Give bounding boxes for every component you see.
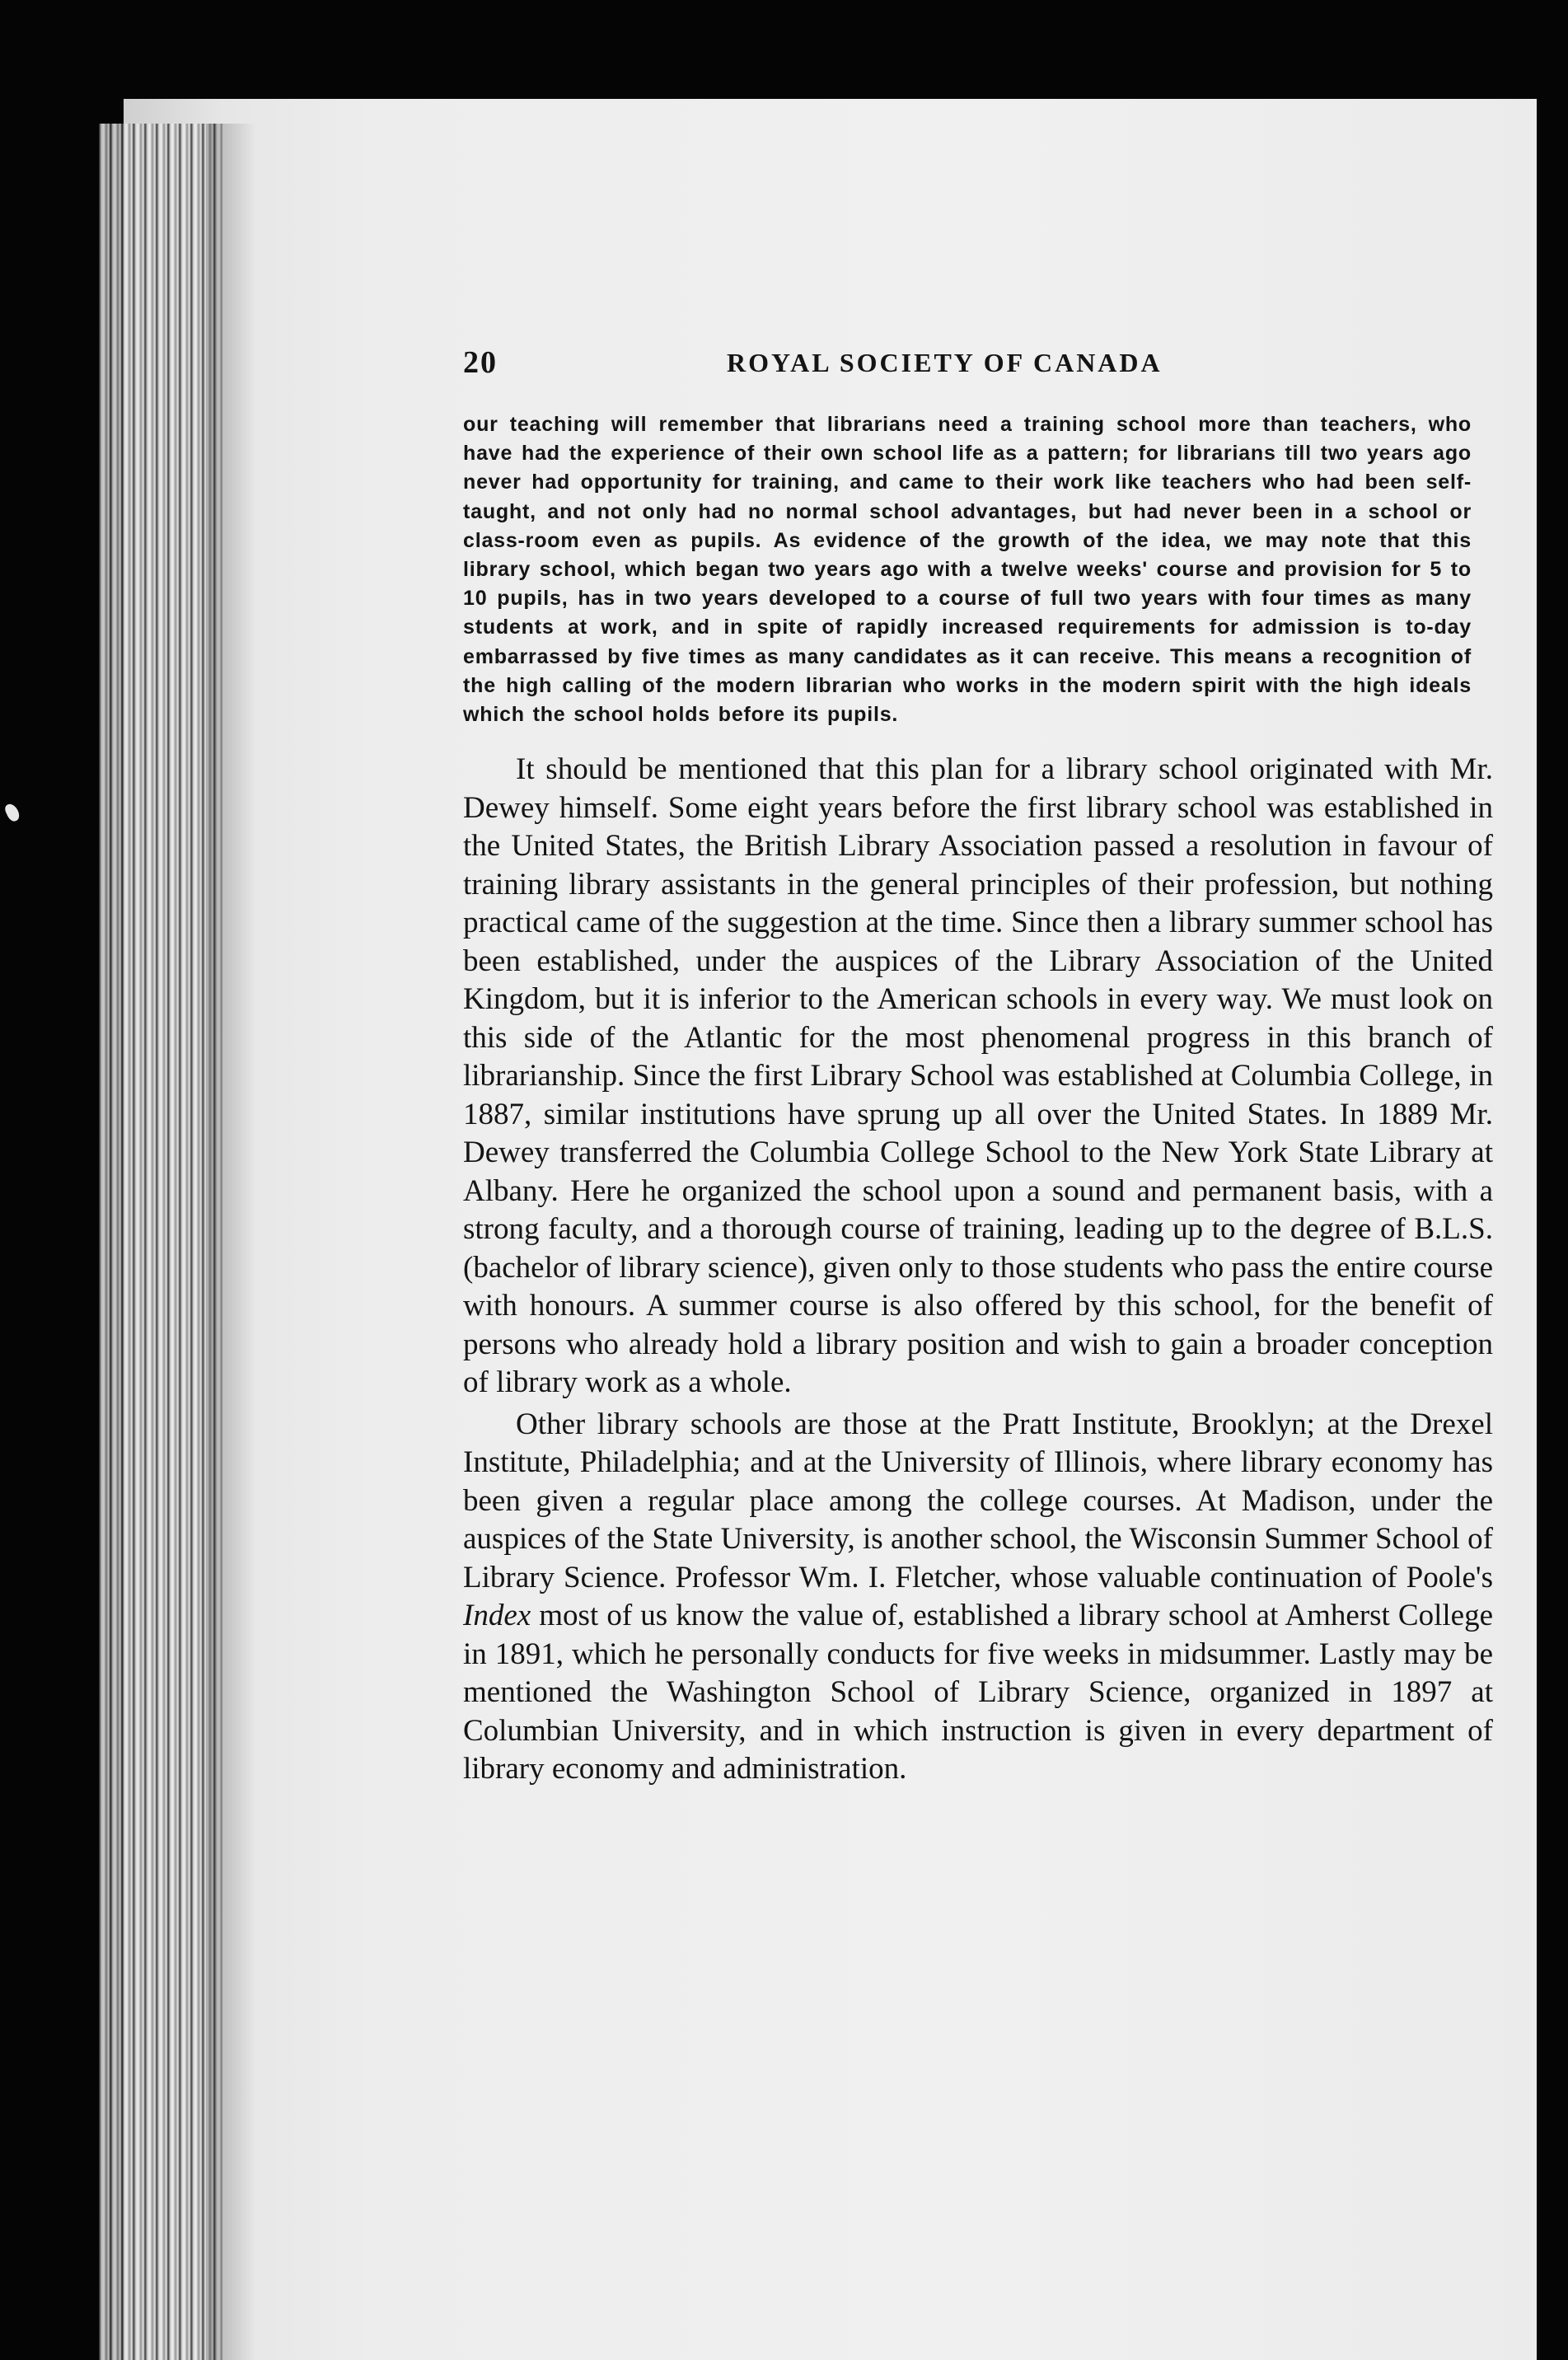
page-content [463,344,1493,1789]
gutter-shadow [206,124,255,2360]
paragraph-2-text-a: Other library schools are those at the Pratt Institute, Brooklyn; at the Drexel Institute, Philadelphia; and at the University of Illinois, where library economy has been given a regular place among the college courses. At Madison, under the auspices of the State University, is another school, the Wisconsin Summer School of Library Science. Professor Wm. I. Fletcher, whose valuable continuation of Poole's [463,1407,1493,1594]
running-head-title: ROYAL SOCIETY OF CANADA [727,348,1163,377]
italic-index-title: Index [463,1599,531,1633]
body-paragraph-1: It should be mentioned that this plan for a library school originated with Mr. Dewey himself. Some eight years before the first library school was established in the United States, the British Library Association passed a resolution in favour of training library assistants in the general principles of their profession, but nothing practical came of the suggestion at the time. Since then a library summer school has been established, under the auspices of the Library Association of the United Kingdom, but it is inferior to the American schools in every way. We must look on this side of the Atlantic for the most phenomenal progress in this branch of librarianship. Since the first Library School was established at Columbia College, in 1887, similar institutions have sprung up all over the United States. In 1889 Mr. Dewey transferred the Columbia College School to the New York State Library at Albany. Here he organized the school upon a sound and permanent basis, with a strong faculty, and a thorough course of training, leading up to the degree of B.L.S. (bachelor of library science), given only to those students who pass the entire course with honours. A summer course is also offered by this school, for the benefit of persons who already hold a library position and wish to gain a broader conception of library work as a whole. [463,752,1493,1400]
book-gutter-edges [99,124,222,2360]
paragraph-2-text-b: most of us know the value of, established a library school at Amherst College in 1891, which he personally conducts for five weeks in midsummer. Lastly may be mentioned the Washington School of Library Science, organized in 1897 at Columbian University, and in which instruction is given in every department of library economy and administration. [463,1599,1493,1786]
body-paragraph-2 [463,1406,1493,1789]
page-number: 20 [463,345,498,380]
quoted-passage: our teaching will remember that librarians need a training school more than teachers, who have had the experience of their own school life as a pattern; for librarians till two years ago never had opportunity for training, and came to their work like teachers who had been self-taught, and not only had no normal school advantages, but had never been in a school or class-room even as pupils. As evidence of the growth of the idea, we may note that this library school, which began two years ago with a twelve weeks' course and provision for 5 to 10 pupils, has in two years developed to a course of full two years with four times as many students at work, and in spite of rapidly increased requirements for admission is to-day embarrassed by five times as many candidates as it can receive. This means a recognition of the high calling of the modern librarian who works in the modern spirit with the high ideals which the school holds before its pupils. [463,413,1472,727]
running-head [463,344,1493,394]
